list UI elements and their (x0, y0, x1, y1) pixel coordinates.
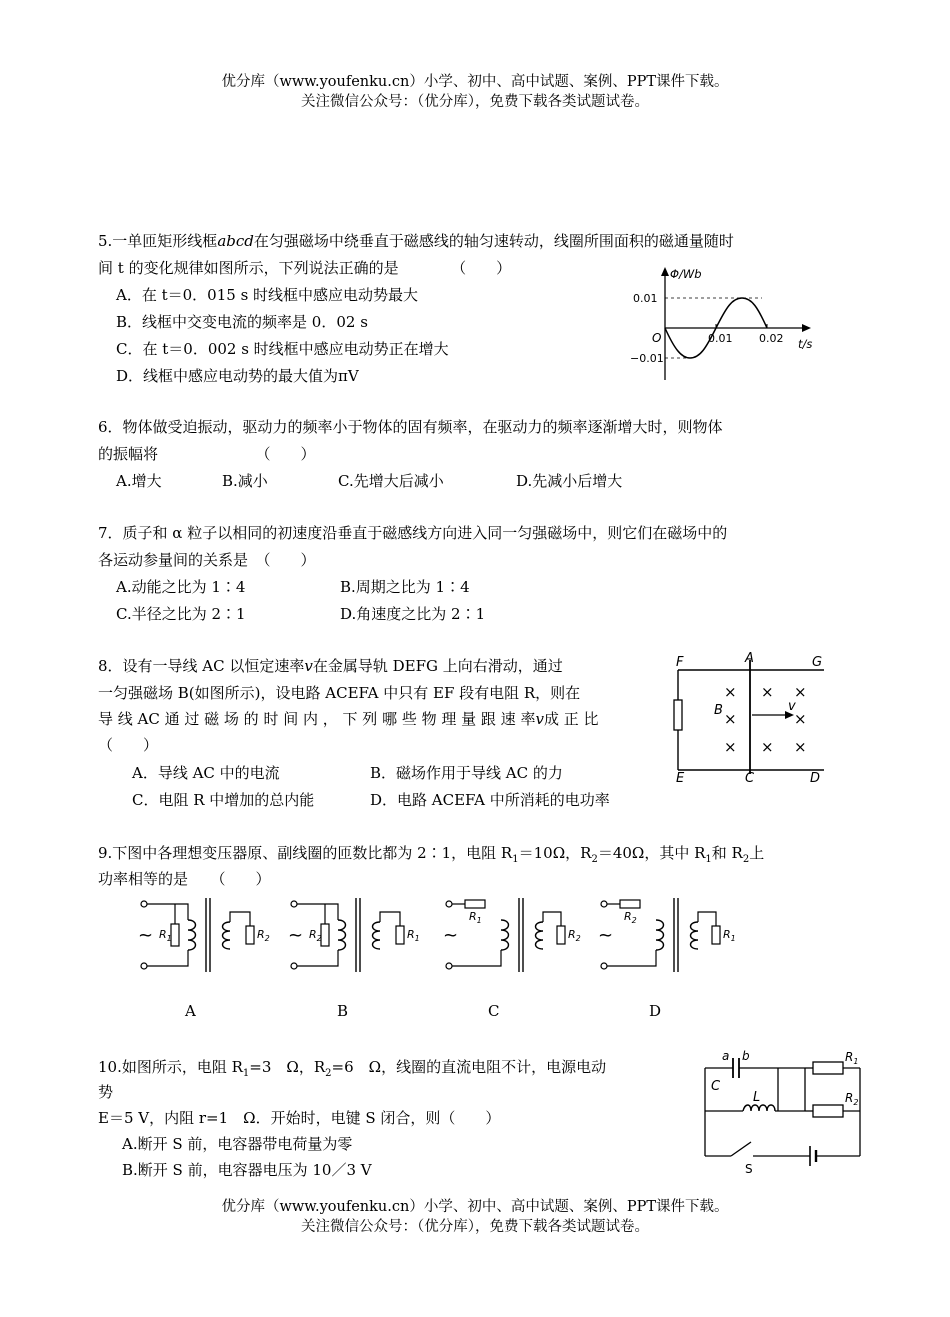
q5-option-c: C．在 t＝0．002 s 时线框中感应电动势正在增大 (116, 340, 449, 358)
q8-cross: × (761, 683, 774, 701)
q9-resistor-primary (171, 924, 179, 946)
q8-stem-v2: v (535, 710, 544, 728)
q9-secondary-wire (230, 912, 250, 926)
q9-secondary-coil (691, 922, 699, 949)
q9-r-sub: 1 (476, 916, 482, 925)
q9-secondary-wire (543, 912, 561, 926)
q10-label-s: S (745, 1162, 753, 1176)
q9-r-letter: R (309, 928, 317, 941)
q9-r-sub: 1 (166, 934, 172, 943)
q9-sub-3: 1 (705, 854, 712, 865)
q9-terminal (291, 901, 297, 907)
q10-stem-a1: 10.如图所示，电阻 R (98, 1058, 243, 1076)
q5-flux-graph (628, 264, 824, 384)
q9-terminal (141, 901, 147, 907)
q7-option-d: D.角速度之比为 2∶1 (340, 605, 486, 623)
q8-cross: × (724, 710, 737, 728)
q9-label-r-secondary (407, 928, 420, 943)
q8-label-v: v (788, 699, 796, 714)
q9-primary-wire (297, 950, 338, 966)
q8-stem-c2: 成 正 比 (543, 710, 599, 728)
q10-label-c: C (711, 1079, 721, 1094)
footer-line-2: 关注微信公众号：（优分库），免费下载各类试题试卷。 (301, 1219, 649, 1235)
q8-cross: × (794, 738, 807, 756)
q6-option-c: C.先增大后减小 (338, 472, 444, 490)
q10-stem-a2: =3 Ω，R (249, 1058, 326, 1076)
q9-sub-4: 2 (742, 854, 750, 865)
q9-r-sub: 1 (414, 934, 420, 943)
q9-r-sub: 1 (730, 934, 736, 943)
q10-r1-sub: 1 (853, 1057, 859, 1066)
q9-resistor-secondary (712, 926, 720, 944)
q10-sub-1: 1 (242, 1068, 250, 1079)
q6-option-b: B.减小 (222, 472, 268, 490)
q8-label-a: A (745, 651, 754, 666)
q9-primary-coil (656, 920, 664, 950)
q5-graph-x-tick-2: 0.02 (759, 332, 784, 345)
q8-stem-v1: v (304, 657, 313, 675)
q10-resistor-r1 (813, 1062, 843, 1074)
q10-option-b: B.断开 S 前，电容器电压为 10／3 V (122, 1161, 372, 1179)
q8-option-d: D．电路 ACEFA 中所消耗的电功率 (370, 791, 610, 809)
q5-stem-a: 5.一单匝矩形线框 (98, 232, 218, 250)
q10-circuit-figure (695, 1046, 870, 1174)
q9-transformer-figures (130, 890, 735, 978)
q8-label-e: E (676, 771, 685, 786)
q8-cross: × (794, 683, 807, 701)
q9-label-r-primary (624, 910, 637, 925)
q9-stem-line-2: 功率相等的是 （ ） (98, 870, 271, 888)
q8-resistor (674, 700, 682, 730)
header-line-1: 优分库（www.youfenku.cn）小学、初中、高中试题、案例、PPT课件下载。 (221, 74, 729, 90)
q10-stem-line-3: E＝5 V，内阻 r=1 Ω．开始时，电键 S 闭合，则（ ） (98, 1109, 501, 1127)
q5-stem-b: 在匀强磁场中绕垂直于磁感线的轴匀速转动，线圈所围面积的磁通量随时 (253, 232, 734, 250)
q10-resistor-r2 (813, 1105, 843, 1117)
q10-label-r2 (845, 1091, 858, 1107)
q9-source-tilde: ~ (138, 925, 154, 946)
q7-option-c: C.半径之比为 2∶1 (116, 605, 246, 623)
q10-r2-letter: R (845, 1091, 854, 1105)
q10-label-b: b (742, 1049, 750, 1063)
q8-option-a: A．导线 AC 中的电流 (132, 764, 280, 782)
q8-cross: × (724, 683, 737, 701)
q10-stem-line-2: 势 (98, 1083, 114, 1101)
q9-r-sub: 2 (264, 934, 270, 943)
q9-stem-a4: 和 R (711, 844, 743, 862)
q5-option-b: B．线框中交变电流的频率是 0．02 s (116, 313, 368, 331)
q5-graph-y-arrow (661, 267, 669, 276)
q9-r-sub: 2 (575, 934, 581, 943)
q9-resistor-secondary (246, 926, 254, 944)
q9-label-c: C (488, 1002, 500, 1020)
q9-stem-a2: ＝10Ω，R (518, 844, 592, 862)
q7-option-a: A.动能之比为 1∶4 (116, 578, 246, 596)
q5-graph-x-arrow (802, 324, 811, 332)
q9-primary-wire (452, 950, 501, 966)
q5-stem-abcd: abcd (217, 232, 254, 250)
q9-resistor-secondary (557, 926, 565, 944)
q9-secondary-wire (380, 912, 400, 926)
q8-cross: × (724, 738, 737, 756)
q10-inductor (743, 1105, 775, 1111)
q9-circuit-b (288, 898, 420, 972)
q10-label-r1 (845, 1050, 858, 1066)
q6-stem-line-2: 的振幅将 （ ） (98, 445, 316, 463)
q6-option-d: D.先减小后增大 (516, 472, 623, 490)
q8-stem-line-4: （ ） (98, 736, 159, 754)
q9-r-letter: R (257, 928, 265, 941)
q9-r-sub: 2 (316, 934, 322, 943)
q9-stem-a5: 上 (749, 844, 765, 862)
q8-stem-line-3 (98, 706, 598, 732)
q9-label-d: D (649, 1002, 662, 1020)
q9-resistor-series (465, 900, 485, 908)
q9-label-r-secondary (257, 928, 270, 943)
q8-stem-a2: 在金属导轨 DEFG 上向右滑动，通过 (312, 657, 563, 675)
q8-stem-line-1 (98, 653, 563, 679)
q5-graph-x-tick-1: 0.01 (708, 332, 733, 345)
q9-circuit-c (443, 898, 581, 972)
q9-secondary-coil (223, 922, 231, 949)
q9-primary-coil (338, 920, 346, 950)
q5-graph-x-label: t/s (798, 337, 813, 351)
q9-label-a: A (185, 1002, 196, 1020)
q9-r-letter: R (723, 928, 731, 941)
q9-label-r-secondary (723, 928, 736, 943)
q9-resistor-primary (321, 924, 329, 946)
q9-label-b: B (337, 1002, 349, 1020)
q5-stem-line-2: 间 t 的变化规律如图所示，下列说法正确的是 （ ） (98, 259, 512, 277)
q9-sub-1: 1 (512, 854, 519, 865)
q9-source-tilde: ~ (288, 925, 304, 946)
q9-r-letter: R (159, 928, 167, 941)
q8-label-d: D (810, 771, 821, 786)
q9-circuit-d (598, 898, 736, 972)
q10-label-l: L (753, 1090, 761, 1105)
q9-terminal (601, 901, 607, 907)
q9-source-tilde: ~ (598, 925, 614, 946)
q5-graph-y-max: 0.01 (633, 292, 658, 305)
q8-label-f: F (676, 655, 684, 670)
q9-primary-wire (147, 904, 188, 920)
q9-r-sub: 2 (631, 916, 637, 925)
q9-secondary-coil (373, 922, 381, 949)
q8-cross: × (761, 738, 774, 756)
q9-circuit-a (138, 898, 270, 972)
q7-stem-line-2: 各运动参量间的关系是 （ ） (98, 551, 316, 569)
q8-label-g: G (812, 655, 823, 670)
q5-graph-origin: O (652, 331, 662, 345)
q8-stem-a1: 8．设有一导线 AC 以恒定速率 (98, 657, 305, 675)
q9-label-r-primary (159, 928, 172, 943)
q8-stem-c1: 导 线 AC 通 过 磁 场 的 时 间 内 ， 下 列 哪 些 物 理 量 跟 速 率 (98, 710, 536, 728)
q8-stem-line-2: 一匀强磁场 B(如图所示)，设电路 ACEFA 中只有 EF 段有电阻 R，则在 (98, 684, 581, 702)
q5-stem-line-1 (98, 228, 734, 254)
q9-label-r-primary (469, 910, 482, 925)
q8-rail-figure (670, 651, 830, 786)
q9-r-letter: R (469, 910, 477, 923)
q10-r2-sub: 2 (853, 1098, 859, 1107)
q9-primary-coil (188, 920, 196, 950)
q8-label-c: C (745, 771, 755, 786)
q9-resistor-secondary (396, 926, 404, 944)
q8-option-c: C．电阻 R 中增加的总内能 (132, 791, 315, 809)
q9-secondary-coil (536, 922, 544, 949)
q9-primary-wire (297, 904, 338, 920)
q6-option-a: A.增大 (116, 472, 162, 490)
q9-terminal (446, 963, 452, 969)
footer-line-1: 优分库（www.youfenku.cn）小学、初中、高中试题、案例、PPT课件下载。 (221, 1199, 729, 1215)
q5-graph-y-label: Φ/Wb (670, 267, 702, 281)
q9-label-r-secondary (568, 928, 581, 943)
q9-stem-a3: ＝40Ω，其中 R (597, 844, 706, 862)
q9-secondary-wire (698, 912, 716, 926)
q9-sub-2: 2 (591, 854, 598, 865)
q9-terminal (601, 963, 607, 969)
q10-label-a: a (722, 1049, 730, 1063)
q9-label-r-primary (309, 928, 322, 943)
q7-option-b: B.周期之比为 1∶4 (340, 578, 470, 596)
q9-r-letter: R (407, 928, 415, 941)
q10-switch-blade (731, 1142, 751, 1156)
q9-primary-wire (607, 950, 656, 966)
q5-graph-y-min: −0.01 (630, 352, 664, 365)
header-line-2: 关注微信公众号：（优分库），免费下载各类试题试卷。 (301, 94, 649, 110)
q9-primary-coil (501, 920, 509, 950)
q9-terminal (291, 963, 297, 969)
q10-stem-line-1 (98, 1054, 606, 1080)
q7-stem-line-1: 7．质子和 α 粒子以相同的初速度沿垂直于磁感线方向进入同一匀强磁场中，则它们在磁场中的 (98, 524, 728, 542)
q10-option-a: A.断开 S 前，电容器带电荷量为零 (122, 1135, 353, 1153)
q9-source-tilde: ~ (443, 925, 459, 946)
q9-primary-wire (147, 950, 188, 966)
q9-terminal (141, 963, 147, 969)
q5-option-a: A．在 t＝0．015 s 时线框中感应电动势最大 (116, 286, 419, 304)
q10-sub-2: 2 (325, 1068, 332, 1079)
q8-label-b: B (714, 703, 723, 718)
q6-stem-line-1: 6．物体做受迫振动，驱动力的频率小于物体的固有频率，在驱动力的频率逐渐增大时，则物体 (98, 418, 723, 436)
q5-option-d: D．线框中感应电动势的最大值为πV (116, 367, 359, 385)
q10-stem-a3: =6 Ω，线圈的直流电阻不计，电源电动 (331, 1058, 607, 1076)
q10-r1-letter: R (845, 1050, 854, 1064)
q9-resistor-series (620, 900, 640, 908)
q8-cross: × (794, 710, 807, 728)
q9-r-letter: R (624, 910, 632, 923)
q9-r-letter: R (568, 928, 576, 941)
q9-terminal (446, 901, 452, 907)
q9-stem-line-1 (98, 840, 764, 866)
q8-option-b: B．磁场作用于导线 AC 的力 (370, 764, 563, 782)
q9-stem-a1: 9.下图中各理想变压器原、副线圈的匝数比都为 2∶1，电阻 R (98, 844, 513, 862)
